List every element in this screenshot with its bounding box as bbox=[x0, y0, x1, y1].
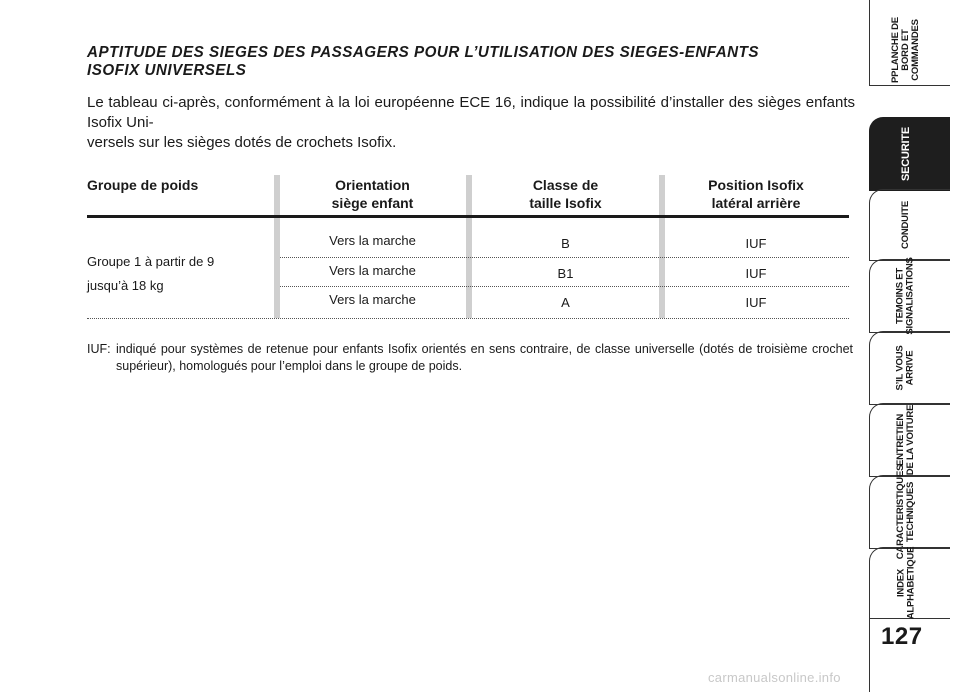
header-rule bbox=[87, 215, 849, 218]
header-class bbox=[483, 176, 648, 212]
tab-planche-de-bord[interactable] bbox=[869, 17, 950, 86]
row2-position: IUF bbox=[745, 266, 767, 281]
intro-paragraph bbox=[87, 93, 855, 153]
tab-label: SECURITE bbox=[900, 126, 912, 182]
tab-index[interactable] bbox=[869, 547, 950, 619]
table-bottom-rule bbox=[87, 318, 849, 319]
group-cell bbox=[87, 254, 214, 294]
row1-class: B bbox=[561, 236, 570, 251]
tab-sil-vous-arrive[interactable] bbox=[869, 331, 950, 405]
group-line1: Groupe 1 à partir de 9 bbox=[87, 254, 215, 269]
row2-orientation: Vers la marche bbox=[329, 263, 416, 278]
section-title-line1: APTITUDE DES SIEGES DES PASSAGERS POUR L’UTILISATION DES SIEGES-ENFANTS bbox=[87, 44, 760, 61]
intro-line1: Le tableau ci-après, conformément à la loi européenne ECE 16, indique la possibilité d’installer des sièges enfants Isofix Uni- bbox=[87, 94, 855, 131]
header-position-line1: Position Isofix bbox=[708, 177, 804, 193]
tab-label: CARACTERISTIQUES TECHNIQUES bbox=[895, 464, 917, 560]
header-position bbox=[668, 176, 844, 212]
row1-orientation: Vers la marche bbox=[329, 233, 416, 248]
row1-position: IUF bbox=[745, 236, 767, 251]
column-divider bbox=[466, 175, 472, 318]
header-position-line2: latéral arrière bbox=[711, 195, 801, 211]
header-class-line1: Classe de bbox=[532, 177, 599, 193]
row-divider bbox=[280, 257, 849, 258]
header-group: Groupe de poids bbox=[87, 177, 199, 193]
page-number: 127 bbox=[881, 623, 923, 650]
tab-label: PPLANCHE DE BORD ET COMMANDES bbox=[890, 17, 921, 83]
row3-position: IUF bbox=[745, 295, 767, 310]
watermark-footer: carmanualsonline.info bbox=[708, 670, 841, 685]
column-divider bbox=[659, 175, 665, 318]
column-divider bbox=[274, 175, 280, 318]
tab-edge-line bbox=[869, 0, 870, 17]
chapter-tabs bbox=[869, 0, 960, 692]
row3-class: A bbox=[561, 295, 570, 310]
note-label: IUF: bbox=[87, 342, 111, 356]
tab-label: TEMOINS ET SIGNALISATIONS bbox=[895, 257, 916, 335]
tab-label: INDEX ALPHABETIQUE bbox=[895, 546, 916, 620]
header-orientation-line1: Orientation bbox=[335, 177, 410, 193]
tab-label: S’IL VOUS ARRIVE bbox=[894, 345, 916, 391]
tab-label: CONDUITE bbox=[899, 200, 911, 250]
header-orientation-line2: siège enfant bbox=[331, 195, 414, 211]
section-title-line2: ISOFIX UNIVERSELS bbox=[87, 62, 247, 79]
tab-temoins[interactable] bbox=[869, 259, 950, 333]
section-title bbox=[87, 44, 832, 80]
row-divider bbox=[280, 286, 849, 287]
note-text: indiqué pour systèmes de retenue pour enfants Isofix orientés en sens contraire, de classe universelle (dotés de troisième crochet supérieur), homologués pour l’emploi dans le groupe de poids. bbox=[116, 342, 853, 373]
tab-securite[interactable] bbox=[869, 117, 950, 191]
header-class-line2: taille Isofix bbox=[529, 195, 602, 211]
tab-conduite[interactable] bbox=[869, 189, 950, 261]
tab-edge-line bbox=[869, 617, 870, 692]
group-line2: jusqu’à 18 kg bbox=[87, 278, 164, 293]
tab-caracteristiques[interactable] bbox=[869, 464, 950, 560]
row2-class: B1 bbox=[557, 266, 574, 281]
header-orientation bbox=[290, 176, 455, 212]
intro-line2: versels sur les sièges dotés de crochets Isofix. bbox=[87, 134, 397, 151]
tab-label: ENTRETIEN DE LA VOITURE bbox=[894, 404, 916, 476]
row3-orientation: Vers la marche bbox=[329, 292, 416, 307]
